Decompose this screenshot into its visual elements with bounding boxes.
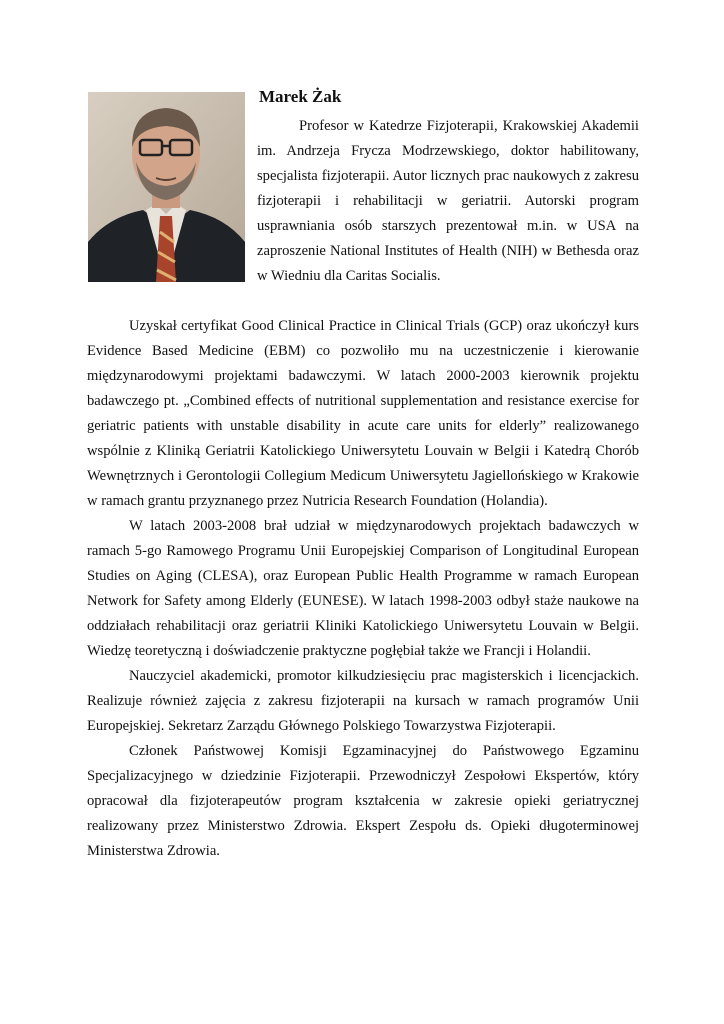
person-name: Marek Żak [259,87,342,106]
paragraph-academic-teacher: Nauczyciel akademicki, promotor kilkudziesięciu prac magisterskich i licencjackich. Realizuje również zajęcia z zakresu fizjoterapii na kursach w ramach programów Unii Europejskiej. Sekretarz Zarządu Głównego Polskiego Towarzystwa Fizjoterapii. [87,668,639,734]
paragraph-international-projects: W latach 2003-2008 brał udział w międzynarodowych projektach badawczych w ramach 5-go Ramowego Programu Unii Europejskiej Comparison of Longitudinal European Studies on Aging (CLESA), oraz European Public Health Programme w ramach European Network for Safety among Elderly (EUNESE). W latach 1998-2003 odbył staże naukowe na oddziałach rehabilitacji oraz geriatrii Kliniki Katolickiego Uniwersytetu Louvain w Belgii. Wiedzę teoretyczną i doświadczenie praktyczne pogłębiał także we Francji i Holandii. [87,518,639,659]
paragraph-certification: Uzyskał certyfikat Good Clinical Practice in Clinical Trials (GCP) oraz ukończył kurs Evidence Based Medicine (EBM) co pozwoliło mu na uczestniczenie i kierowanie międzynarodowymi projektami badawczymi. W latach 2000-2003 kierownik projektu badawczego pt. „Combined effects of nutritional supplementation and resistance exercise for geriatric patients with unstable disability in acute care units for elderly” realizowanego wspólnie z Kliniką Geriatrii Katolickiego Uniwersytetu Louvain w Belgii i Katedrą Chorób Wewnętrznych i Gerontologii Collegium Medicum Uniwersytetu Jagiellońskiego w Krakowie w ramach grantu przyznanego przez Nutricia Research Foundation (Holandia). [87,318,639,509]
biography-body [87,314,639,864]
paragraph-commission-member: Członek Państwowej Komisji Egzaminacyjnej do Państwowego Egzaminu Specjalizacyjnego w dziedzinie Fizjoterapii. Przewodniczył Zespołowi Ekspertów, który opracował dla fizjoterapeutów program kształcenia w zakresie opieki geriatrycznej realizowany przez Ministerstwo Zdrowia. Ekspert Zespołu ds. Opieki długoterminowej Ministerstwa Zdrowia. [87,743,639,859]
portrait-image [88,92,245,282]
portrait-photo [88,92,245,282]
intro-paragraph: Profesor w Katedrze Fizjoterapii, Krakowskiej Akademii im. Andrzeja Frycza Modrzewskiego, doktor habilitowany, specjalista fizjoterapii. Autor licznych prac naukowych z zakresu fizjoterapii i rehabilitacji w geriatrii. Autorski program usprawniania osób starszych prezentował m.in. w USA na zaproszenie National Institutes of Health (NIH) w Bethesda oraz w Wiedniu dla Caritas Socialis. [257,118,639,284]
